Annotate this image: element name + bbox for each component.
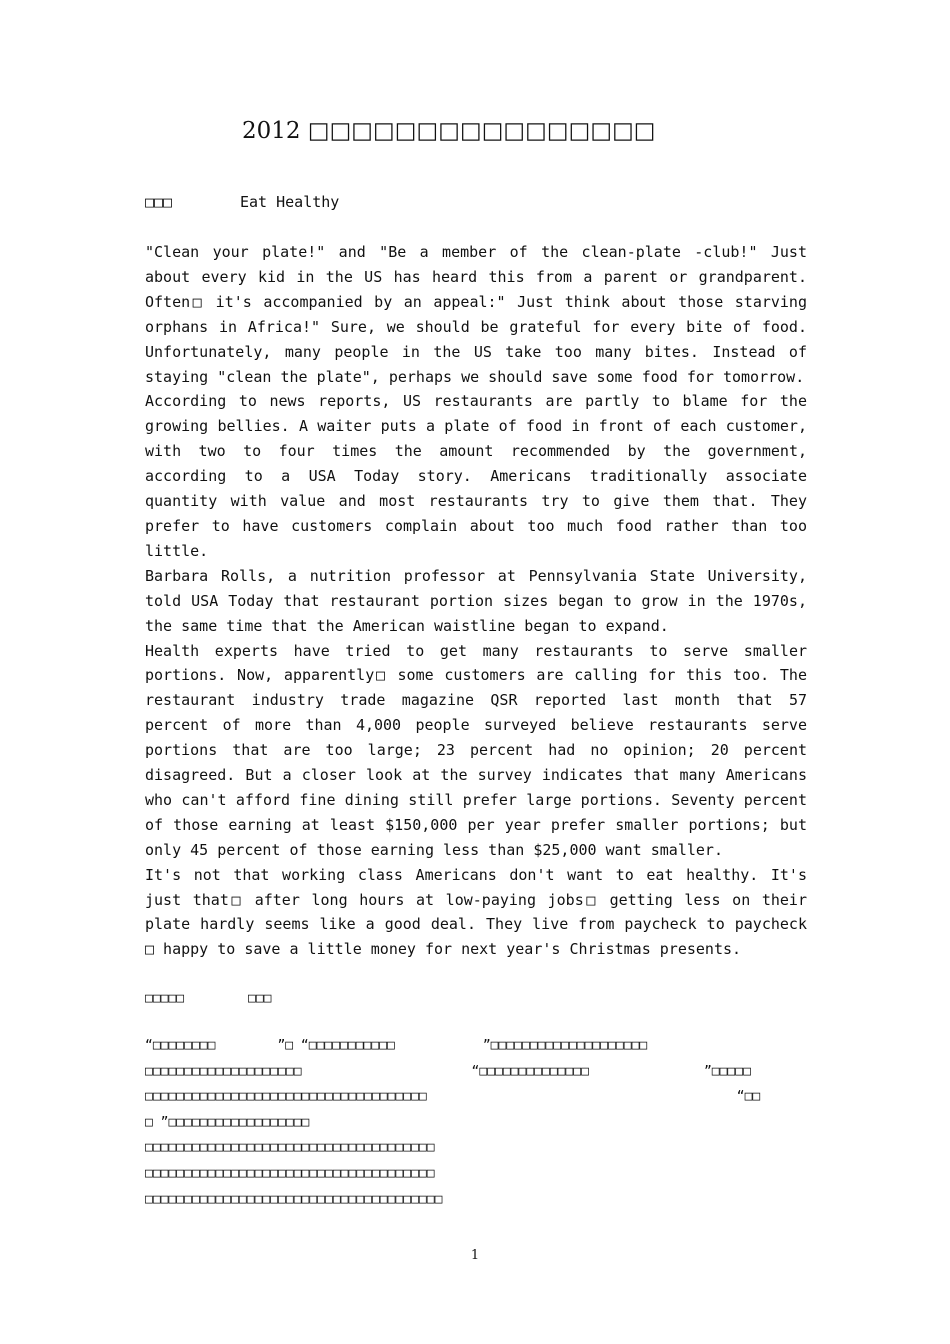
chinese-translation	[145, 1033, 807, 1212]
english-article	[145, 240, 807, 962]
translation-fragment: “□□	[736, 1089, 761, 1105]
translation-fragment: “□□□□□□□□□□□□□□	[471, 1063, 589, 1079]
translation-fragment: □□□□□□□□□□□□□□□□□□□□□□□□□□□□□□□□□□□□□	[145, 1140, 435, 1156]
translation-line	[145, 1033, 807, 1059]
section-heading	[145, 190, 339, 214]
translation-fragment: ”□□□□□□□□□□□□□□□□□□□□	[482, 1038, 648, 1053]
translation-fragment: □□□□□□□□□□□□□□□□□□□□□□□□□□□□□□□□□□□□□	[145, 1165, 435, 1181]
translation-line	[145, 1059, 807, 1085]
translation-line	[145, 1084, 807, 1110]
paragraph-4: Health experts have tried to get many restaurants to serve smaller portions. Now, apparently□ some customers are calling for this too. The restaurant industry trade magazine QSR reported last month that 57 percent of more than 4,000 people surveyed believe restaurants serve portions that are too large; 23 percent had no opinion; 20 percent disagreed. But a closer look at the survey indicates that many Americans who can't afford fine dining still prefer large portions. Seventy percent of those earning at least $150,000 per year prefer smaller portions; but only 45 percent of those earning less than $25,000 want smaller.	[145, 641, 807, 859]
section-title: Eat Healthy	[240, 193, 340, 211]
paragraph-5: It's not that working class Americans don't want to eat healthy. It's just that□ after long hours at low-paying jobs□ getting less on their plate hardly seems like a good deal. They live from paycheck to paycheck □ happy to save a little money for next year's Christmas presents.	[145, 865, 807, 959]
section-label: □□□	[145, 193, 173, 211]
translation-heading	[145, 987, 271, 1011]
translation-fragment: “□□□□□□□□	[145, 1038, 216, 1053]
paragraph-2: According to news reports, US restaurants are partly to blame for the growing bellies. A waiter puts a plate of food in front of each customer, with two to four times the amount recommended by the government, according to a USA Today story. Americans traditionally associate quantity with value and most restaurants try to give them that. They prefer to have customers complain about too much food rather than too little.	[145, 392, 807, 560]
translation-fragment: □□□□□□□□□□□□□□□□□□□□	[145, 1063, 302, 1079]
translation-fragment: □□□□□□□□□□□□□□□□□□□□□□□□□□□□□□□□□□□□□□	[145, 1191, 443, 1207]
document-title: 2012 □□□□□□□□□□□□□□□□	[242, 118, 656, 144]
paragraph-1: "Clean your plate!" and "Be a member of the clean-plate -club!" Just about every kid in the US has heard this from a parent or grandparent. Often□ it's accompanied by an appeal:" Just think about those starving orphans in Africa!" Sure, we should be grateful for every bite of food. Unfortunately, many people in the US take too many bites. Instead of staying "clean the plate", perhaps we should save some food for tomorrow.	[145, 243, 807, 386]
translation-label: □□□□□	[145, 991, 185, 1006]
translation-title: □□□	[248, 991, 272, 1006]
translation-fragment: □□□□□□□□□□□□□□□□□□□□□□□□□□□□□□□□□□□□	[145, 1089, 427, 1105]
translation-line	[145, 1110, 807, 1136]
page-number: 1	[470, 1248, 480, 1263]
translation-fragment: ”□□□□□	[703, 1063, 751, 1079]
translation-line	[145, 1135, 807, 1161]
translation-fragment: ”□ “□□□□□□□□□□□	[277, 1038, 395, 1053]
translation-fragment: □ ”□□□□□□□□□□□□□□□□□□	[145, 1114, 310, 1130]
translation-line	[145, 1187, 807, 1213]
paragraph-3: Barbara Rolls, a nutrition professor at Pennsylvania State University, told USA Today that restaurant portion sizes began to grow in the 1970s, the same time that the American waistline began to expand.	[145, 566, 807, 635]
translation-line	[145, 1161, 807, 1187]
